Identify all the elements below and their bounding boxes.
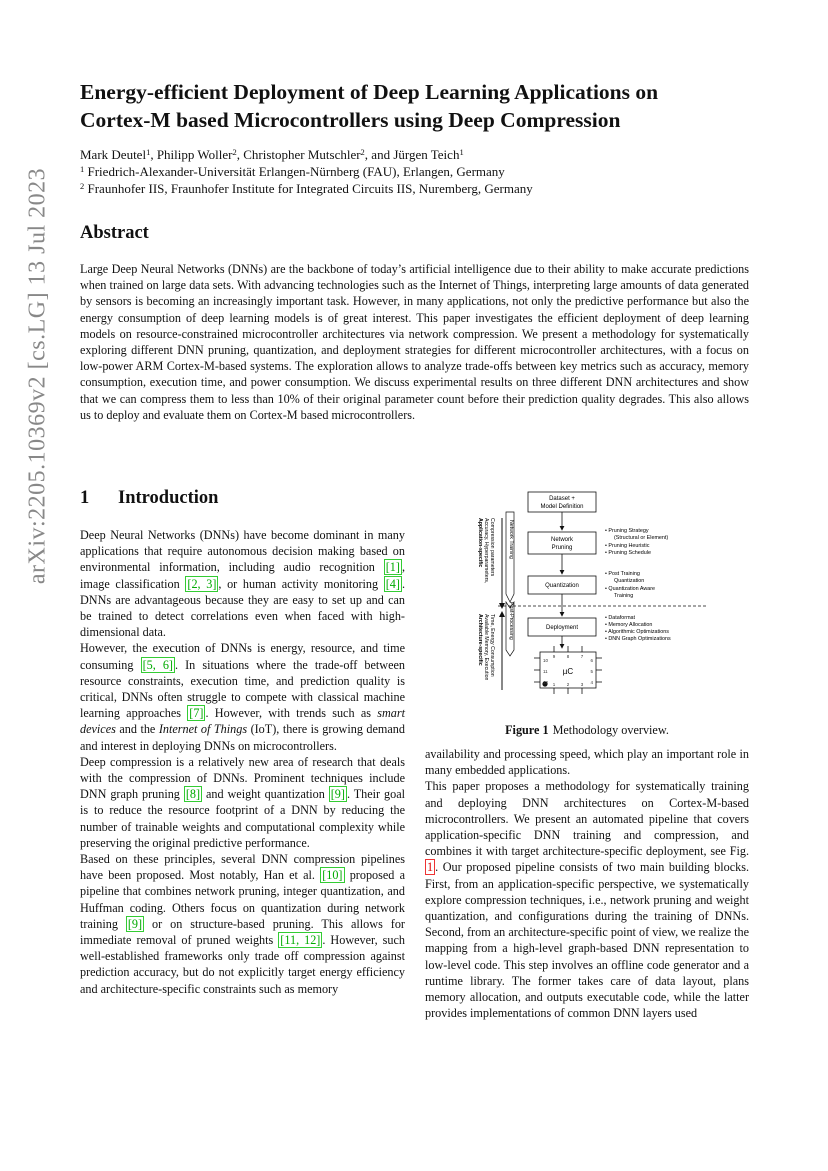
svg-text:• Post Training: • Post Training [605,571,640,577]
author-name: , Philipp Woller [150,147,233,162]
affiliation-2 [80,180,760,197]
svg-text:7: 7 [580,654,584,659]
affiliation-mark: 2 [80,181,85,191]
deployment-label: Deployment [545,625,579,631]
paragraph [80,851,405,997]
paragraph: availability and processing speed, which play an important role in many embedded applications. [425,747,749,778]
author-name: , Christopher Mutschler [236,147,361,162]
affiliation-text: Fraunhofer IIS, Fraunhofer Institute for Integrated Circuits IIS, Nuremberg, Germany [84,181,533,196]
author-list [80,146,760,163]
svg-text:3: 3 [580,682,584,687]
svg-text:2: 2 [566,682,570,687]
svg-text:4: 4 [590,680,593,685]
svg-text:11: 11 [543,669,548,674]
affiliation-mark: 1 [146,147,151,157]
svg-text:• DNN Graph Optimizations: • DNN Graph Optimizations [605,636,671,642]
emphasis: smart devices [80,706,406,737]
text-run: However, the execution of DNNs is energy, resource, and time consuming [80,641,405,672]
text-run: . DNNs are advantageous because they are easy to set up and can be trained to detect correlations even when faced with high-dimensional data. [80,576,405,640]
affiliation-1 [80,163,760,180]
left-column [80,527,405,997]
affiliation-mark: 2 [232,147,237,157]
deployment-bullets [605,615,671,642]
citation-link[interactable]: [9] [127,916,143,931]
pruning-bullets [605,528,668,556]
affiliation-text: Friedrich-Alexander-Universität Erlangen-Nürnberg (FAU), Erlangen, Germany [84,164,505,179]
svg-text:1: 1 [552,682,556,687]
text-run: . In situations where the trade-off between resource constraints, execution time, and prediction quality is critical, DNNs often struggle to compete with classical machine learning approaches [80,657,405,721]
microcontroller-icon [534,646,602,694]
citation-link[interactable]: [7] [189,706,204,721]
svg-text:Quantization: Quantization [614,578,645,584]
arxiv-id: arXiv:2205.10369v2 [cs.LG] 13 Jul 2023 [24,167,51,585]
text-run: . Our proposed pipeline consists of two main building blocks. First, from an application-specific perspective, we systematically explore compression techniques, i.e., network pruning and weight quantization, and configurations during the training of DNNs. Second, from an architecture-specific point of view, we realize the mapping from a high-level graph-based DNN representation to low-level code. This step involves an offline code generator and a runtime library. The former takes care of data layout, plans memory allocation, and outputs executable code, while the latter provides implementations of common DNN layers used [425,860,749,1021]
emphasis: Internet of Things [158,722,248,737]
svg-text:8: 8 [566,654,570,659]
affiliation-mark: 1 [459,147,464,157]
author-name: Mark Deutel [80,147,147,162]
affiliation-mark: 2 [360,147,365,157]
section-number: 1 [80,488,90,508]
figure-label: Figure 1 [505,723,549,737]
text-run: (IoT), there is growing demand and interest in deploying DNNs on microcontrollers. [80,722,405,753]
svg-text:Compression parameters: Compression parameters [489,518,495,577]
paper-title [80,78,760,134]
text-run: proposed a pipeline that combines network pruning, integer quantization, and Huffman coding. Others focus on quantization during network training [80,868,405,931]
methodology-diagram [470,490,710,698]
paragraph [80,640,405,753]
svg-text:Time, Energy Consumption: Time, Energy Consumption [489,614,495,677]
citation-link[interactable]: [8] [185,787,201,802]
text-run: . Their goal is to reduce the resource footprint of a DNN by reducing the number of trainable weights and computational complexity while preserving the original predictive performance. [80,787,405,850]
svg-text:9: 9 [552,654,556,659]
section-heading [80,488,218,509]
affiliation-mark: 1 [80,164,85,174]
application-specific-label [477,518,495,583]
svg-text:• Quantization Aware: • Quantization Aware [605,586,656,592]
text-run: . However, such well-established frameworks only trade off compression against prediction accuracy, but do not explicitly target energy efficiency and architecture-specific constraints such as memory [80,933,405,996]
citation-link[interactable]: [9] [330,787,345,802]
figure-ref-link[interactable]: 1 [427,860,434,875]
paragraph [425,778,749,1021]
text-run: , image classification [80,560,405,591]
svg-text:• Algorithmic Optimizations: • Algorithmic Optimizations [605,629,669,635]
citation-link[interactable]: [5, 6] [142,657,173,672]
figure-caption-text: Methodology overview. [552,723,669,737]
svg-text:Network Training: Network Training [508,520,514,559]
author-block [80,146,760,197]
svg-text:(Structural or Element): (Structural or Element) [614,535,669,541]
quantization-bullets [605,571,655,599]
text-run: , or human activity monitoring [218,576,384,591]
svg-text:• Pruning Heuristic: • Pruning Heuristic [605,543,650,549]
text-run: . However, with trends such as [205,706,378,721]
text-run: This paper proposes a methodology for systematically training and deploying DNN architectures on Cortex-M-based microcontrollers. We present an automated pipeline that covers application-specific DNN training and compression, and combines it with target architecture-specific deployment, see Fig. [425,779,749,859]
text-run: and weight quantization [202,787,329,802]
methodology-figure [470,490,710,698]
right-column [425,746,749,1021]
paragraph [80,754,405,851]
text-run: Based on these principles, several DNN compression pipelines have been proposed. Most notably, Han et al. [80,852,405,883]
dataset-label: Dataset + [549,496,575,502]
network-training-label [508,520,514,559]
text-run: and the [115,722,159,737]
section-title: Introduction [118,488,219,508]
svg-text:Training: Training [614,593,634,599]
svg-text:Architecture-specific: Architecture-specific [477,614,483,666]
title-line-1: Energy-efficient Deployment of Deep Learning Applications on [80,80,659,104]
pruning-label: Pruning [551,545,573,551]
mcu-label: µC [562,667,574,676]
citation-link[interactable]: [10] [322,868,343,883]
author-name: , and Jürgen Teich [364,147,460,162]
abstract-heading: Abstract [80,223,149,243]
svg-text:12: 12 [543,680,549,685]
svg-text:Application-specific: Application-specific [477,518,483,568]
svg-text:10: 10 [543,658,549,663]
text-run: Deep compression is a relatively new area of research that deals with the compression of DNNs. Prominent techniques include DNN graph pruning [80,754,405,802]
svg-text:6: 6 [590,658,593,663]
title-line-2: Cortex-M based Microcontrollers using Deep Compression [80,108,621,132]
svg-text:• Pruning Schedule: • Pruning Schedule [605,550,651,556]
pruning-label: Network [550,537,574,543]
svg-text:• Dataformat: • Dataformat [605,615,636,621]
abstract-text: Large Deep Neural Networks (DNNs) are the backbone of today’s artificial intelligence due to their ability to make accurate predictions when trained on large data sets. With advancing technologies such as the Internet of Things, interpreting large amounts of data generated by sensors is becoming an increasingly important task. However, in many applications, not only the predictive performance but also the energy consumption of deep learning models is of great interest. This paper investigates the efficient deployment of deep learning models on resource-constrained microcontroller architectures via network compression. We present a methodology for systematically exploring different DNN pruning, quantization, and deployment strategies for different microcontroller architectures, with a focus on low-power ARM Cortex-M-based systems. The exploration allows to analyze trade-offs between key metrics such as accuracy, memory consumption, execution time, and power consumption. We discuss experimental results on three different DNN architectures and show that we can compress them to less than 10% of their original parameter count before their prediction quality degrades. This also allows us to deploy and evaluate them on Cortex-M based microcontrollers. [80,262,749,422]
svg-text:5: 5 [590,669,593,674]
quantization-label: Quantization [545,583,579,589]
text-run: or on structure-based pruning. This allows for immediate removal of pruned weights [80,916,405,948]
svg-text:• Pruning Strategy: • Pruning Strategy [605,528,649,534]
architecture-specific-label [477,614,495,681]
citation-link[interactable]: [1] [385,560,400,575]
citation-link[interactable]: [2, 3] [187,576,217,591]
figure-caption [425,723,749,738]
svg-text:Accuracy, Hyperparameters,: Accuracy, Hyperparameters, [483,518,489,584]
post-processing-label [508,602,514,640]
dataset-label: Model Definition [540,504,584,510]
svg-text:• Memory Allocation: • Memory Allocation [605,622,653,628]
paragraph [80,527,405,640]
svg-text:Available Memory, Execution: Available Memory, Execution [483,614,489,681]
svg-text:Post-Processing: Post-Processing [508,602,514,640]
citation-link[interactable]: [11, 12] [280,933,321,948]
citation-link[interactable]: [4] [385,576,400,591]
text-run: Deep Neural Networks (DNNs) have become dominant in many applications that require autonomous decision making based on environmental information, including audio recognition [80,528,405,575]
